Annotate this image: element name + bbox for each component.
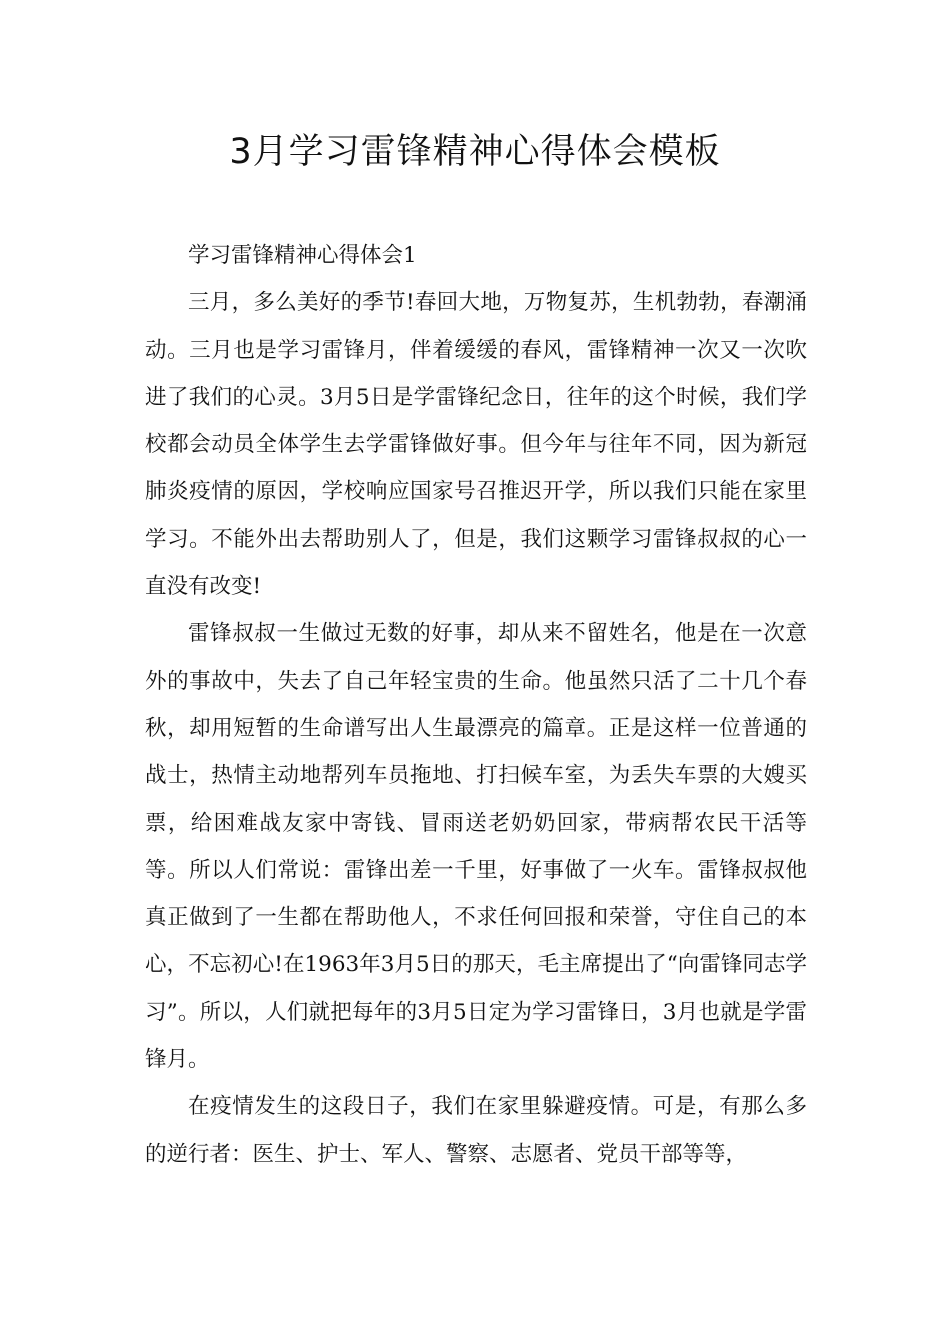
paragraph-2: 雷锋叔叔一生做过无数的好事，却从来不留姓名，他是在一次意外的事故中，失去了自己年轻宝贵的生命。他虽然只活了二十几个春秋，却用短暂的生命谱写出人生最漂亮的篇章。正是这样一位普通的战士，热情主动地帮列车员拖地、打扫候车室，为丢失车票的大嫂买票，给困难战友家中寄钱、冒雨送老奶奶回家，带病帮农民干活等等。所以人们常说：雷锋出差一千里，好事做了一火车。雷锋叔叔他真正做到了一生都在帮助他人，不求任何回报和荣誉，守住自己的本心，不忘初心!在1963年3月5日的那天，毛主席提出了“向雷锋同志学习”。所以，人们就把每年的3月5日定为学习雷锋日，3月也就是学雷锋月。 <box>145 621 807 1073</box>
section-heading: 学习雷锋精神心得体会1 <box>188 243 417 268</box>
paragraph-1: 三月，多么美好的季节!春回大地，万物复苏，生机勃勃，春潮涌动。三月也是学习雷锋月，伴着缓缓的春风，雷锋精神一次又一次吹进了我们的心灵。3月5日是学雷锋纪念日，往年的这个时候，我们学校都会动员全体学生去学雷锋做好事。但今年与往年不同，因为新冠肺炎疫情的原因，学校响应国家号召推迟开学，所以我们只能在家里学习。不能外出去帮助别人了，但是，我们这颗学习雷锋叔叔的心一直没有改变! <box>145 290 807 600</box>
document-title: 3月学习雷锋精神心得体会模板 <box>229 132 721 172</box>
paragraph-3: 在疫情发生的这段日子，我们在家里躲避疫情。可是，有那么多的逆行者：医生、护士、军人、警察、志愿者、党员干部等等， <box>145 1094 807 1167</box>
document-body <box>145 232 807 1178</box>
